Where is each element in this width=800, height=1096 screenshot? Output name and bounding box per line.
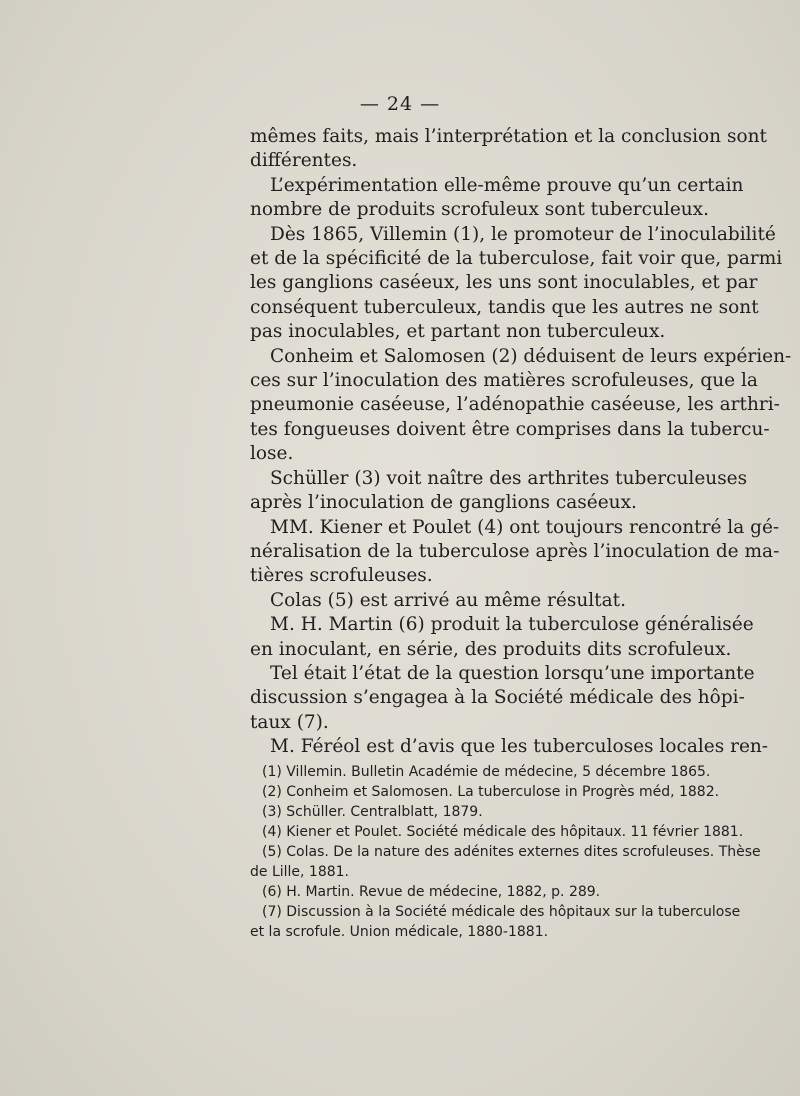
footnote: (5) Colas. De la nature des adénites externes dites scrofuleuses. Thèse: [262, 844, 761, 860]
body-line: pneumonie caséeuse, l’adénopathie caséeuse, les arthri-: [250, 394, 780, 416]
body-line: mêmes faits, mais l’interprétation et la conclusion sont: [250, 126, 767, 147]
footnote: de Lille, 1881.: [250, 864, 350, 880]
body-line: les ganglions caséeux, les uns sont inoculables, et par: [250, 272, 758, 294]
body-line: tes fongueuses doivent être comprises dans la tubercu-: [250, 418, 770, 440]
footnote: (3) Schüller. Centralblatt, 1879.: [262, 804, 483, 820]
body-line: pas inoculables, et partant non tuberculeux.: [250, 321, 666, 343]
footnote: (6) H. Martin. Revue de médecine, 1882, p. 289.: [262, 884, 601, 900]
body-line: différentes.: [250, 150, 358, 172]
body-line: M. Féréol est d’avis que les tuberculoses locales ren-: [270, 736, 769, 758]
body-line: discussion s’engagea à la Société médicale des hôpi-: [250, 687, 745, 709]
footnote: (1) Villemin. Bulletin Académie de médecine, 5 décembre 1865.: [262, 764, 711, 780]
footnote: (2) Conheim et Salomosen. La tuberculose in Progrès méd, 1882.: [262, 784, 720, 800]
body-line: taux (7).: [250, 711, 329, 733]
page-number: — 24 —: [359, 93, 441, 115]
footnotes: [250, 762, 761, 942]
footnote: et la scrofule. Union médicale, 1880-1881.: [250, 924, 549, 940]
body-line: et de la spécificité de la tuberculose, fait voir que, parmi: [250, 248, 783, 270]
body-line: néralisation de la tuberculose après l’inoculation de ma-: [250, 540, 780, 562]
body-line: conséquent tuberculeux, tandis que les autres ne sont: [250, 296, 759, 318]
body-line: tières scrofuleuses.: [250, 565, 433, 587]
body-line: M. H. Martin (6) produit la tuberculose généralisée: [270, 614, 754, 636]
body-line: Schüller (3) voit naître des arthrites tuberculeuses: [270, 467, 748, 489]
body-line: après l’inoculation de ganglions caséeux.: [250, 492, 637, 514]
body-line: Conheim et Salomosen (2) déduisent de leurs expérien-: [270, 345, 792, 367]
footnote: (4) Kiener et Poulet. Société médicale des hôpitaux. 11 février 1881.: [262, 824, 744, 840]
body-line: MM. Kiener et Poulet (4) ont toujours rencontré la gé-: [270, 516, 780, 538]
body-text: [250, 125, 792, 760]
body-line: nombre de produits scrofuleux sont tuberculeux.: [250, 199, 709, 221]
body-line: ces sur l’inoculation des matières scrofuleuses, que la: [250, 370, 758, 392]
body-line: lose.: [250, 443, 294, 465]
body-line: Dès 1865, Villemin (1), le promoteur de l’inoculabilité: [270, 223, 776, 245]
body-line: Tel était l’état de la question lorsqu’une importante: [270, 662, 755, 684]
body-line: L’expérimentation elle-même prouve qu’un certain: [270, 174, 744, 196]
footnote: (7) Discussion à la Société médicale des hôpitaux sur la tuberculose: [262, 904, 741, 920]
body-line: en inoculant, en série, des produits dits scrofuleux.: [250, 638, 732, 660]
body-line: Colas (5) est arrivé au même résultat.: [270, 589, 626, 611]
